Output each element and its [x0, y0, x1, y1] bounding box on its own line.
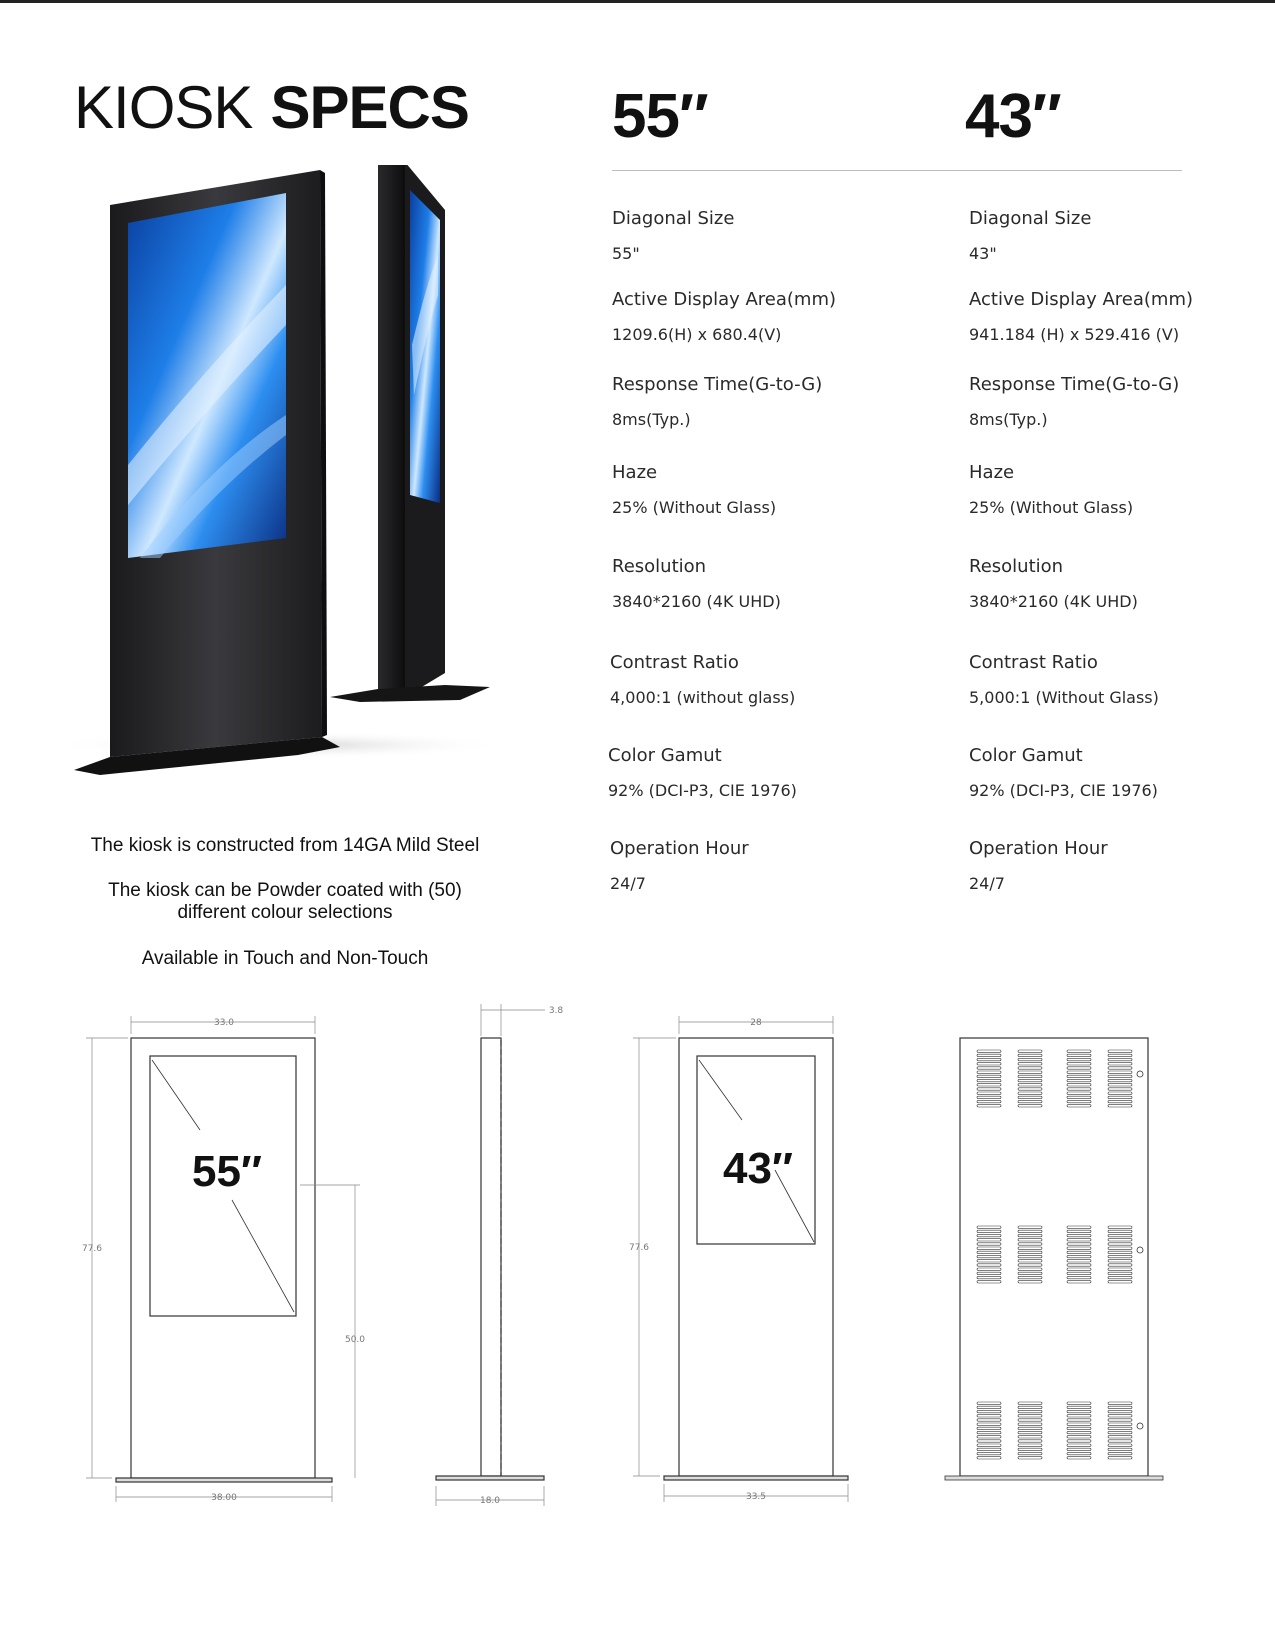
- vent-slot: [977, 1075, 1001, 1077]
- vent-slot: [1108, 1243, 1132, 1245]
- vent-slot: [1067, 1096, 1091, 1098]
- vent-slot: [1018, 1105, 1042, 1107]
- vent-slot: [1067, 1071, 1091, 1073]
- vent-slot: [1067, 1075, 1091, 1077]
- vent-slot: [977, 1281, 1001, 1283]
- vent-slot: [1018, 1058, 1042, 1060]
- note-touch: Available in Touch and Non-Touch: [141, 948, 429, 969]
- vent-slot: [977, 1260, 1001, 1262]
- vent-slot: [977, 1423, 1001, 1425]
- vent-slot: [977, 1410, 1001, 1412]
- vent-slot: [977, 1402, 1001, 1404]
- vent-slot: [1108, 1100, 1132, 1102]
- vent-slot: [1108, 1452, 1132, 1454]
- vent-slot: [1018, 1402, 1042, 1404]
- vent-slot: [1018, 1260, 1042, 1262]
- vent-slot: [977, 1444, 1001, 1446]
- vent-slot: [977, 1105, 1001, 1107]
- vent-slot: [1018, 1423, 1042, 1425]
- vent-slot: [1018, 1431, 1042, 1433]
- vent-slot: [1067, 1444, 1091, 1446]
- vent-slot: [977, 1226, 1001, 1228]
- vent-slot: [1108, 1054, 1132, 1056]
- vent-slot: [1018, 1457, 1042, 1459]
- vent-slot: [1067, 1423, 1091, 1425]
- vent-slot: [1067, 1084, 1091, 1086]
- vent-slot: [1018, 1440, 1042, 1442]
- vent-slot: [1108, 1247, 1132, 1249]
- vent-slot: [1108, 1427, 1132, 1429]
- dim-side-depth: 3.8: [548, 1006, 564, 1016]
- vent-slot: [1108, 1239, 1132, 1241]
- vent-slot: [1067, 1264, 1091, 1266]
- spec-operation-43: Operation Hour 24/7: [969, 838, 1108, 893]
- vent-slot: [1018, 1088, 1042, 1090]
- vent-slot: [1067, 1092, 1091, 1094]
- dim-55-height: 77.6: [81, 1244, 103, 1254]
- vent-slot: [1108, 1440, 1132, 1442]
- vent-slot: [1067, 1431, 1091, 1433]
- vent-slot: [977, 1092, 1001, 1094]
- vent-slot: [977, 1054, 1001, 1056]
- vent-slot: [1018, 1268, 1042, 1270]
- vent-slot: [1067, 1448, 1091, 1450]
- vent-slot: [1067, 1226, 1091, 1228]
- vent-slot: [1018, 1281, 1042, 1283]
- spec-resolution-55: Resolution 3840*2160 (4K UHD): [612, 556, 781, 611]
- dim-43-width: 28: [750, 1018, 762, 1028]
- vent-slot: [977, 1063, 1001, 1065]
- vent-slot: [1108, 1406, 1132, 1408]
- vent-slot: [1018, 1247, 1042, 1249]
- spec-gamut-43: Color Gamut 92% (DCI-P3, CIE 1976): [969, 745, 1158, 800]
- drawing-side: [436, 1004, 545, 1506]
- vent-slot: [1067, 1230, 1091, 1232]
- vent-slot: [1067, 1067, 1091, 1069]
- dim-43-base: 33.5: [745, 1492, 767, 1502]
- vent-slot: [977, 1436, 1001, 1438]
- rear-vents: [977, 1050, 1143, 1459]
- vent-slot: [1067, 1415, 1091, 1417]
- vent-slot: [1067, 1402, 1091, 1404]
- header-divider: [612, 170, 1182, 171]
- vent-slot: [1108, 1096, 1132, 1098]
- kiosk-side-view: [330, 165, 490, 702]
- vent-slot: [1067, 1088, 1091, 1090]
- vent-slot: [1018, 1410, 1042, 1412]
- label-43: 43″: [722, 1144, 794, 1193]
- vent-slot: [1108, 1075, 1132, 1077]
- vent-slot: [1067, 1260, 1091, 1262]
- vent-slot: [977, 1234, 1001, 1236]
- vent-slot: [1067, 1050, 1091, 1052]
- vent-slot: [977, 1276, 1001, 1278]
- spec-haze-55: Haze 25% (Without Glass): [612, 462, 777, 517]
- lock-hole: [1137, 1423, 1143, 1429]
- vent-slot: [1067, 1457, 1091, 1459]
- vent-slot: [1108, 1272, 1132, 1274]
- vent-slot: [977, 1084, 1001, 1086]
- vent-slot: [1067, 1054, 1091, 1056]
- vent-slot: [1067, 1268, 1091, 1270]
- spec-contrast-43: Contrast Ratio 5,000:1 (Without Glass): [969, 652, 1159, 707]
- dim-55-base: 38.00: [211, 1493, 237, 1503]
- title-light: KIOSK: [74, 74, 253, 141]
- title-bold: SPECS: [270, 74, 469, 141]
- vent-slot: [977, 1251, 1001, 1253]
- dim-55-width: 33.0: [213, 1018, 235, 1028]
- vent-slot: [1067, 1272, 1091, 1274]
- spec-diagonal-43: Diagonal Size 43": [969, 208, 1092, 263]
- vent-slot: [1018, 1071, 1042, 1073]
- vent-slot: [1018, 1230, 1042, 1232]
- vent-slot: [1018, 1084, 1042, 1086]
- vent-slot: [977, 1239, 1001, 1241]
- kiosk-photo: [60, 165, 600, 805]
- vent-slot: [1018, 1100, 1042, 1102]
- page-title: [74, 74, 469, 141]
- vent-slot: [1018, 1096, 1042, 1098]
- vent-slot: [1018, 1063, 1042, 1065]
- vent-slot: [977, 1255, 1001, 1257]
- column-heading-55: 55″: [612, 82, 708, 151]
- vent-slot: [1067, 1410, 1091, 1412]
- vent-slot: [977, 1079, 1001, 1081]
- vent-slot: [1018, 1239, 1042, 1241]
- vent-slot: [1108, 1264, 1132, 1266]
- vent-slot: [1067, 1063, 1091, 1065]
- vent-slot: [1108, 1415, 1132, 1417]
- vent-slot: [977, 1230, 1001, 1232]
- vent-slot: [1018, 1406, 1042, 1408]
- spec-resolution-43: Resolution 3840*2160 (4K UHD): [969, 556, 1138, 611]
- kiosk-front-view: [74, 170, 340, 775]
- drawing-rear: [945, 1038, 1163, 1480]
- vent-slot: [1067, 1276, 1091, 1278]
- vent-slot: [977, 1448, 1001, 1450]
- vent-slot: [1018, 1075, 1042, 1077]
- vent-slot: [977, 1406, 1001, 1408]
- vent-slot: [977, 1440, 1001, 1442]
- vent-slot: [1018, 1427, 1042, 1429]
- vent-slot: [1018, 1436, 1042, 1438]
- vent-slot: [1108, 1276, 1132, 1278]
- dim-43-height: 77.6: [628, 1243, 650, 1253]
- vent-slot: [1018, 1419, 1042, 1421]
- vent-slot: [1018, 1092, 1042, 1094]
- drawing-front-55: [86, 1016, 360, 1502]
- vent-slot: [977, 1427, 1001, 1429]
- vent-slot: [1108, 1436, 1132, 1438]
- vent-slot: [1018, 1255, 1042, 1257]
- vent-slot: [1108, 1067, 1132, 1069]
- vent-slot: [1018, 1264, 1042, 1266]
- vent-slot: [1108, 1448, 1132, 1450]
- lock-hole: [1137, 1071, 1143, 1077]
- vent-slot: [977, 1096, 1001, 1098]
- vent-slot: [1067, 1105, 1091, 1107]
- vent-slot: [1018, 1276, 1042, 1278]
- label-55: 55″: [191, 1147, 263, 1196]
- vent-slot: [1108, 1444, 1132, 1446]
- dim-side-base: 18.0: [479, 1496, 501, 1506]
- vent-slot: [1018, 1415, 1042, 1417]
- spec-diagonal-55: Diagonal Size 55": [612, 208, 735, 263]
- vent-slot: [1108, 1251, 1132, 1253]
- spec-contrast-55: Contrast Ratio 4,000:1 (without glass): [610, 652, 796, 707]
- vent-slot: [1108, 1071, 1132, 1073]
- spec-gamut-55: Color Gamut 92% (DCI-P3, CIE 1976): [608, 745, 797, 800]
- vent-slot: [977, 1071, 1001, 1073]
- spec-response-55: Response Time(G-to-G) 8ms(Typ.): [612, 374, 823, 429]
- vent-slot: [977, 1058, 1001, 1060]
- vent-slot: [1018, 1226, 1042, 1228]
- vent-slot: [1018, 1050, 1042, 1052]
- vent-slot: [1067, 1251, 1091, 1253]
- vent-slot: [1067, 1234, 1091, 1236]
- vent-slot: [1067, 1058, 1091, 1060]
- vent-slot: [977, 1452, 1001, 1454]
- vent-slot: [1108, 1058, 1132, 1060]
- spec-active-area-43: Active Display Area(mm) 941.184 (H) x 529.416 (V): [969, 289, 1194, 344]
- vent-slot: [977, 1067, 1001, 1069]
- vent-slot: [1018, 1448, 1042, 1450]
- spec-haze-43: Haze 25% (Without Glass): [969, 462, 1134, 517]
- vent-slot: [1067, 1100, 1091, 1102]
- column-heading-43: 43″: [965, 82, 1061, 151]
- vent-slot: [1108, 1050, 1132, 1052]
- vent-slot: [1018, 1452, 1042, 1454]
- vent-slot: [1108, 1230, 1132, 1232]
- top-border: [0, 0, 1275, 3]
- vent-slot: [1108, 1255, 1132, 1257]
- vent-slot: [977, 1100, 1001, 1102]
- vent-slot: [1108, 1234, 1132, 1236]
- vent-slot: [977, 1243, 1001, 1245]
- vent-slot: [1108, 1084, 1132, 1086]
- vent-slot: [977, 1431, 1001, 1433]
- vent-slot: [977, 1272, 1001, 1274]
- vent-slot: [1108, 1457, 1132, 1459]
- spec-active-area-55: Active Display Area(mm) 1209.6(H) x 680.4(V): [612, 289, 837, 344]
- note-powder-coat: The kiosk can be Powder coated with (50) different colour selections: [108, 880, 462, 923]
- technical-drawings: [0, 980, 1275, 1540]
- vent-slot: [977, 1419, 1001, 1421]
- vent-slot: [1108, 1063, 1132, 1065]
- vent-slot: [1108, 1268, 1132, 1270]
- vent-slot: [1018, 1272, 1042, 1274]
- vent-slot: [1108, 1281, 1132, 1283]
- vent-slot: [977, 1088, 1001, 1090]
- note-material: The kiosk is constructed from 14GA Mild Steel: [90, 835, 480, 856]
- vent-slot: [1018, 1054, 1042, 1056]
- vent-slot: [1067, 1243, 1091, 1245]
- vent-slot: [1067, 1436, 1091, 1438]
- vent-slot: [1067, 1255, 1091, 1257]
- vent-slot: [1018, 1067, 1042, 1069]
- vent-slot: [1067, 1427, 1091, 1429]
- vent-slot: [977, 1268, 1001, 1270]
- vent-slot: [1108, 1079, 1132, 1081]
- vent-slot: [1108, 1092, 1132, 1094]
- vent-slot: [977, 1457, 1001, 1459]
- spec-operation-55: Operation Hour 24/7: [610, 838, 749, 893]
- vent-slot: [1018, 1243, 1042, 1245]
- lock-hole: [1137, 1247, 1143, 1253]
- vent-slot: [1108, 1226, 1132, 1228]
- vent-slot: [977, 1264, 1001, 1266]
- vent-slot: [1108, 1260, 1132, 1262]
- vent-slot: [1108, 1105, 1132, 1107]
- vent-slot: [1067, 1281, 1091, 1283]
- vent-slot: [1018, 1251, 1042, 1253]
- dim-55-screen-height: 50.0: [344, 1335, 366, 1345]
- vent-slot: [1108, 1419, 1132, 1421]
- vent-slot: [977, 1050, 1001, 1052]
- vent-slot: [1108, 1402, 1132, 1404]
- vent-slot: [1108, 1088, 1132, 1090]
- vent-slot: [1108, 1410, 1132, 1412]
- vent-slot: [1018, 1444, 1042, 1446]
- vent-slot: [1067, 1419, 1091, 1421]
- vent-slot: [1067, 1440, 1091, 1442]
- vent-slot: [977, 1247, 1001, 1249]
- vent-slot: [1067, 1079, 1091, 1081]
- vent-slot: [1067, 1239, 1091, 1241]
- vent-slot: [1108, 1423, 1132, 1425]
- vent-slot: [977, 1415, 1001, 1417]
- vent-slot: [1067, 1247, 1091, 1249]
- spec-response-43: Response Time(G-to-G) 8ms(Typ.): [969, 374, 1180, 429]
- vent-slot: [1018, 1234, 1042, 1236]
- vent-slot: [1018, 1079, 1042, 1081]
- vent-slot: [1067, 1452, 1091, 1454]
- drawing-front-43: [633, 1016, 848, 1502]
- vent-slot: [1108, 1431, 1132, 1433]
- vent-slot: [1067, 1406, 1091, 1408]
